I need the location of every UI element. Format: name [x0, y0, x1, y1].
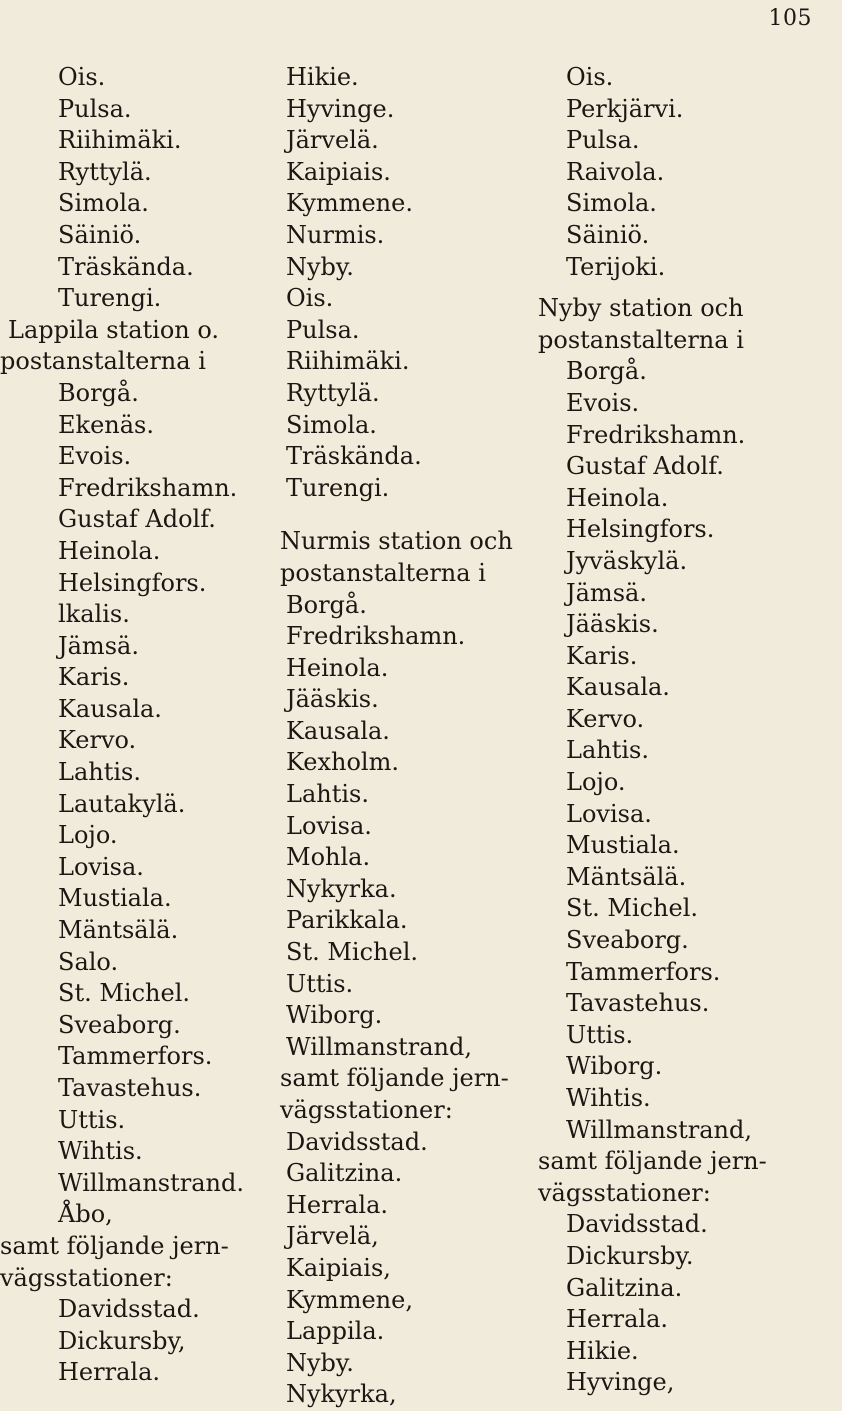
railway-station-entry: Davidsstad. — [566, 1210, 708, 1239]
postal-entry: Willmanstrand, — [566, 1115, 752, 1144]
postal-entry: Nykyrka. — [286, 874, 397, 903]
station-entry: Järvelä. — [286, 126, 379, 155]
postal-entry: Sveaborg. — [58, 1010, 181, 1039]
station-entry: Pulsa. — [58, 94, 132, 123]
station-entry: Raivola. — [566, 157, 665, 186]
column-3 — [538, 62, 838, 1399]
postal-entry: Wihtis. — [566, 1084, 651, 1112]
railway-station-entry: Davidsstad. — [286, 1127, 428, 1156]
postal-entry: Kexholm. — [286, 748, 399, 777]
postal-entry: Ekenäs. — [58, 410, 154, 439]
postal-entry: Kervo. — [58, 726, 137, 755]
postal-entry: Karis. — [566, 641, 638, 670]
station-entry: Terijoki. — [566, 252, 666, 281]
station-entry: Perkjärvi. — [566, 94, 684, 123]
postal-entry: Wiborg. — [566, 1052, 663, 1081]
station-entry: Ryttylä. — [58, 157, 152, 186]
railway-note: samt följande jern- — [538, 1147, 767, 1176]
railway-note: samt följande jern- — [280, 1064, 509, 1093]
section-heading-continuation: postanstalterna i — [538, 325, 744, 354]
section-heading: Nurmis station och — [280, 527, 513, 556]
postal-entry: Borgå. — [566, 357, 647, 386]
postal-entry: Mustiala. — [566, 831, 680, 860]
station-entry: Träskända. — [58, 252, 194, 281]
railway-station-entry: Galitzina. — [566, 1273, 683, 1302]
postal-entry: Fredrikshamn. — [286, 622, 466, 651]
postal-entry: Gustaf Adolf. — [58, 505, 216, 534]
station-entry: Ois. — [58, 63, 106, 91]
postal-entry: St. Michel. — [286, 938, 418, 967]
postal-entry: Jyväskylä. — [566, 546, 688, 575]
station-entry: Hikie. — [286, 63, 359, 91]
postal-entry: Evois. — [58, 442, 132, 471]
railway-station-entry: Herrala. — [566, 1305, 668, 1334]
station-entry: Simola. — [566, 189, 657, 218]
postal-entry: Mustiala. — [58, 884, 172, 913]
postal-entry: Tavastehus. — [58, 1074, 202, 1102]
station-entry: Nurmis. — [286, 220, 385, 249]
postal-entry: Lojo. — [58, 821, 118, 850]
postal-entry: Åbo, — [58, 1200, 113, 1229]
railway-station-entry: Dickursby, — [58, 1326, 186, 1355]
station-entry: Ois. — [566, 63, 614, 91]
postal-entry: Wihtis. — [58, 1137, 143, 1166]
railway-station-entry: Kymmene, — [286, 1285, 413, 1314]
postal-entry: Helsingfors. — [566, 515, 715, 544]
postal-entry: Kausala. — [286, 716, 390, 745]
station-entry: Riihimäki. — [286, 347, 410, 376]
postal-entry: Fredrikshamn. — [566, 420, 746, 449]
postal-entry: Jääskis. — [566, 610, 659, 639]
railway-station-entry: Hyvinge, — [566, 1368, 675, 1397]
railway-station-entry: Herrala. — [286, 1190, 388, 1219]
station-entry: Simola. — [286, 410, 377, 439]
postal-entry: Gustaf Adolf. — [566, 452, 724, 481]
postal-entry: Willmanstrand, — [286, 1032, 472, 1061]
railway-station-entry: Nyby. — [286, 1348, 354, 1377]
station-entry: Ryttylä. — [286, 378, 380, 407]
postal-entry: Fredrikshamn. — [58, 473, 238, 502]
section-heading-continuation: postanstalterna i — [0, 347, 206, 376]
postal-entry: Borgå. — [286, 590, 367, 619]
postal-entry: Tammerfors. — [58, 1042, 213, 1071]
postal-entry: Wiborg. — [286, 1001, 383, 1030]
station-entry: Hyvinge. — [286, 94, 395, 123]
railway-station-entry: Nykyrka, — [286, 1380, 397, 1409]
section-heading-continuation: postanstalterna i — [280, 558, 486, 587]
postal-entry: Tavastehus. — [566, 989, 710, 1018]
postal-entry: Evois. — [566, 388, 640, 417]
station-entry: Riihimäki. — [58, 126, 182, 155]
postal-entry: Lovisa. — [566, 799, 652, 828]
postal-entry: Mohla. — [286, 843, 371, 872]
postal-entry: St. Michel. — [566, 894, 698, 923]
column-1 — [0, 62, 275, 1389]
railway-note: samt följande jern- — [0, 1231, 229, 1260]
postal-entry: Kervo. — [566, 704, 645, 733]
postal-entry: Lautakylä. — [58, 789, 186, 818]
postal-entry: Uttis. — [566, 1020, 634, 1049]
station-entry: Pulsa. — [286, 315, 360, 344]
postal-entry: St. Michel. — [58, 979, 190, 1008]
railway-station-entry: Herrala. — [58, 1358, 160, 1387]
column-2 — [276, 62, 556, 1411]
postal-entry: Lovisa. — [58, 852, 144, 881]
postal-entry: Lahtis. — [58, 758, 141, 787]
station-entry: Kaipiais. — [286, 157, 391, 186]
postal-entry: Uttis. — [58, 1105, 126, 1134]
station-entry: Säiniö. — [58, 220, 142, 249]
railway-note-continuation: vägsstationer: — [280, 1096, 453, 1124]
postal-entry: Tammerfors. — [566, 957, 721, 986]
postal-entry: Heinola. — [58, 536, 161, 565]
postal-entry: Jämsä. — [566, 578, 647, 607]
postal-entry: Lojo. — [566, 768, 626, 797]
railway-station-entry: Galitzina. — [286, 1159, 403, 1188]
station-entry: Kymmene. — [286, 189, 413, 218]
postal-entry: Sveaborg. — [566, 926, 689, 955]
postal-entry: Jämsä. — [58, 631, 139, 660]
station-entry: Turengi. — [286, 473, 390, 502]
postal-entry: Lahtis. — [286, 780, 369, 809]
postal-entry: Mäntsälä. — [566, 862, 687, 891]
postal-entry: Jääskis. — [286, 685, 379, 714]
postal-entry: Lovisa. — [286, 811, 372, 840]
page-number: 105 — [768, 6, 812, 31]
station-entry: Turengi. — [58, 284, 162, 313]
postal-entry: Uttis. — [286, 969, 354, 998]
postal-entry: Willmanstrand. — [58, 1168, 244, 1197]
station-entry: Träskända. — [286, 442, 422, 471]
railway-station-entry: Davidsstad. — [58, 1295, 200, 1324]
railway-station-entry: Lappila. — [286, 1317, 385, 1346]
railway-station-entry: Hikie. — [566, 1336, 639, 1365]
postal-entry: Parikkala. — [286, 906, 408, 935]
postal-entry: Helsingfors. — [58, 568, 207, 597]
postal-entry: Heinola. — [566, 483, 669, 512]
station-entry: Pulsa. — [566, 126, 640, 155]
postal-entry: Kausala. — [566, 673, 670, 702]
railway-station-entry: Dickursby. — [566, 1241, 694, 1270]
railway-station-entry: Järvelä, — [286, 1222, 379, 1251]
station-entry: Simola. — [58, 189, 149, 218]
postal-entry: Lahtis. — [566, 736, 649, 765]
postal-entry: Borgå. — [58, 378, 139, 407]
postal-entry: Karis. — [58, 663, 130, 692]
section-heading: Lappila station o. — [8, 315, 220, 344]
postal-entry: Mäntsälä. — [58, 916, 179, 945]
postal-entry: Kausala. — [58, 694, 162, 723]
station-entry: Säiniö. — [566, 220, 650, 249]
railway-station-entry: Kaipiais, — [286, 1253, 391, 1282]
station-entry: Ois. — [286, 284, 334, 313]
railway-note-continuation: vägsstationer: — [0, 1263, 173, 1292]
postal-entry: Salo. — [58, 947, 119, 976]
postal-entry: Heinola. — [286, 653, 389, 682]
railway-note-continuation: vägsstationer: — [538, 1178, 711, 1207]
postal-entry: lkalis. — [58, 600, 130, 629]
station-entry: Nyby. — [286, 252, 354, 281]
section-heading: Nyby station och — [538, 294, 744, 323]
